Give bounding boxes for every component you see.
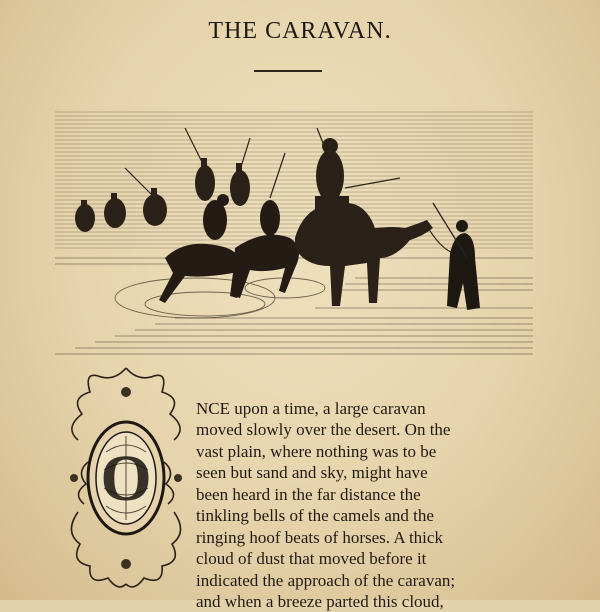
body-line-6: tinkling bells of the camels and the	[196, 506, 434, 525]
body-line-5: been heard in the far distance the	[196, 485, 421, 504]
body-line-2: moved slowly over the desert. On the	[196, 420, 451, 439]
body-line-4: seen but sand and sky, might have	[196, 463, 428, 482]
caravan-illustration	[55, 108, 533, 358]
body-line-10: and when a breeze parted this cloud,	[196, 592, 444, 611]
drop-cap-ornament	[58, 362, 194, 594]
body-line-9: indicated the approach of the caravan;	[196, 571, 456, 590]
body-line-1: NCE upon a time, a large caravan	[196, 399, 426, 418]
page-title: THE CARAVAN.	[208, 18, 392, 44]
drop-cap-letter: O	[100, 442, 152, 515]
body-line-3: vast plain, where nothing was to be	[196, 442, 437, 461]
body-line-7: ringing hoof beats of horses. A thick	[196, 528, 443, 547]
title-rule	[254, 70, 322, 72]
body-line-8: cloud of dust that moved before it	[196, 549, 427, 568]
